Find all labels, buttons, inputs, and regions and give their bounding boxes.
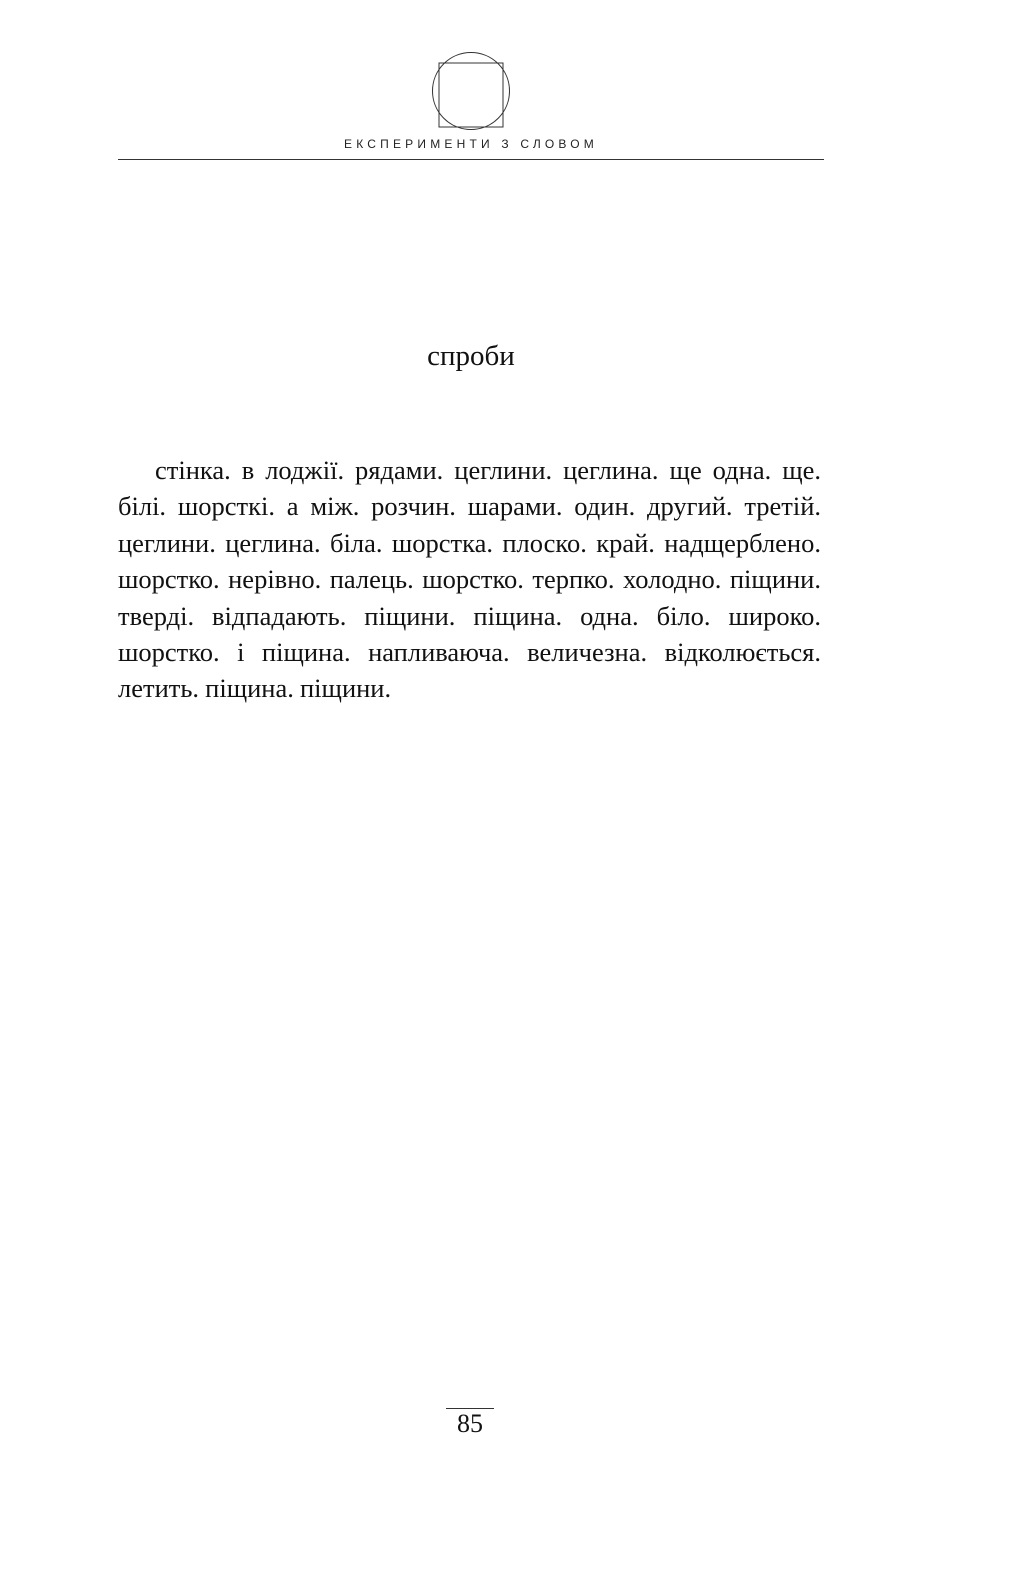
- running-head: ЕКСПЕРИМЕНТИ З СЛОВОМ: [344, 137, 598, 151]
- header-rule: [118, 159, 824, 160]
- poem-body: стінка. в лоджії. рядами. цеглини. цеглина. ще одна. ще. білі. шорсткі. а між. розчин. шарами. один. другий. третій. цеглини. цеглина. біла. шорстка. плоско. край. надщерблено. шорстко. нерівно. палець. шорстко. терпко. холодно. піщини. тверді. відпадають. піщини. піщина. одна. біло. широко. шорстко. і піщина. напливаюча. величезна. відколюється. летить. піщина. піщини.: [118, 455, 821, 704]
- page-number: 85: [457, 1409, 483, 1438]
- circle-square-emblem-icon: [431, 51, 511, 131]
- poem-title: спроби: [427, 340, 515, 372]
